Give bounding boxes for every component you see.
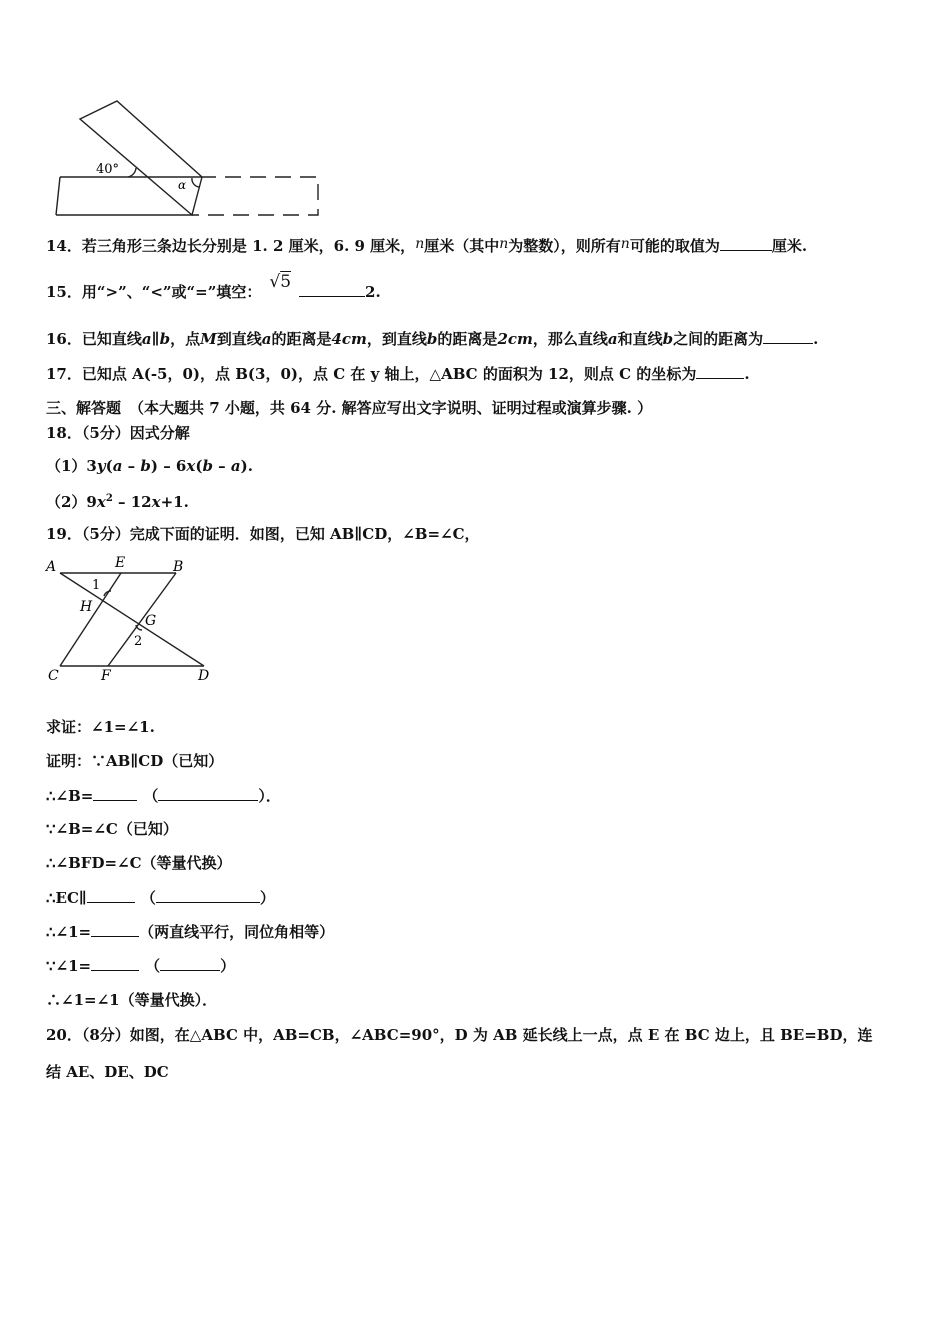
proof-step-3: ∴∠BFD=∠C（等量代换）	[46, 854, 232, 872]
q16-point-m: M	[200, 330, 217, 348]
s6-blank-angle[interactable]	[91, 956, 139, 971]
q14-n-2: n	[499, 236, 509, 252]
s6-close-paren: ）	[220, 957, 236, 975]
question-20-line-1: 20．（8分）如图，在△ABC 中，AB=CB，∠ABC=90°，D 为 AB 延长线上一点，点 E 在 BC 边上，且 BE=BD，连	[46, 1026, 873, 1044]
section-3-heading	[46, 398, 652, 418]
q18-p1-b2: b	[202, 457, 213, 475]
q14-mid2: 为整数），则所有	[508, 237, 621, 255]
question-18-title: 18．（5分）因式分解	[46, 424, 190, 442]
question-17	[46, 364, 750, 384]
q18-p2-exponent: 2	[105, 493, 113, 504]
q18-p1-a1: a	[112, 457, 123, 475]
question-18-part-2	[46, 489, 189, 512]
s1-open-paren: （	[143, 787, 159, 805]
q17-end: .	[744, 365, 750, 383]
q16-text-9: 之间的距离为	[673, 330, 764, 348]
q14-prefix: 14．若三角形三条边长分别是 1. 2 厘米，6. 9 厘米，	[46, 237, 416, 255]
q16-var-b-2: b	[426, 330, 438, 348]
proof-step-1	[46, 786, 281, 806]
prove-statement: 求证：∠1=∠1.	[46, 718, 155, 736]
q18-p1-t1: (	[105, 457, 113, 475]
q16-var-b: b	[159, 330, 171, 348]
q16-text-6: 的距离是	[437, 330, 498, 348]
q17-text: 17．已知点 A(-5，0)，点 B(3，0)，点 C 在 y 轴上，△ABC 的面积为 12，则点 C 的坐标为	[46, 365, 697, 383]
question-20-line-2: 结 AE、DE、DC	[46, 1063, 169, 1081]
q16-text-1: 16．已知直线	[46, 330, 142, 348]
q18-p1-a2: a	[230, 457, 241, 475]
q16-var-a-3: a	[607, 330, 618, 348]
label-d: D	[198, 668, 210, 684]
s4-close-paren: ）	[259, 889, 275, 907]
angle-40-arc	[128, 168, 136, 177]
label-angle-2: 2	[134, 634, 143, 649]
q18-p2-x2: x	[151, 493, 161, 511]
q16-distance-2: 2cm	[497, 330, 533, 348]
q15-end: 2.	[365, 283, 381, 301]
q18-p1-label: （1）3	[46, 457, 97, 475]
q18-p2-t1: – 12	[112, 493, 152, 511]
section-3-title: 三、解答题	[46, 399, 122, 417]
s5-reason: （两直线平行，同位角相等）	[139, 923, 335, 941]
q18-p1-t2: –	[122, 457, 141, 475]
q16-parallel: ∥	[151, 330, 160, 348]
proof-step-5	[46, 922, 334, 942]
angle-strips-figure	[50, 95, 330, 225]
s5-blank-angle[interactable]	[91, 922, 139, 937]
q16-text-7: ，那么直线	[532, 330, 608, 348]
label-g: G	[145, 613, 157, 629]
parallel-lines-figure	[44, 553, 224, 688]
q16-text-8: 和直线	[617, 330, 663, 348]
s1-blank-angle[interactable]	[93, 786, 137, 801]
q16-text-3: 到直线	[216, 330, 262, 348]
proof-step-head: 证明：∵AB∥CD（已知）	[46, 752, 224, 770]
label-angle-1: 1	[92, 578, 101, 593]
q16-text-5: ，到直线	[366, 330, 427, 348]
angle-alpha-arc	[192, 178, 200, 187]
angle-alpha-label: α	[178, 178, 187, 192]
q16-end: .	[813, 330, 819, 348]
s6-text: ∵∠1=	[46, 957, 92, 975]
label-h: H	[80, 599, 93, 615]
question-16	[46, 329, 818, 349]
s4-text: ∴EC∥	[46, 889, 87, 907]
q16-var-b-3: b	[662, 330, 674, 348]
q18-p1-t4: (	[195, 457, 203, 475]
q18-p1-t6: ).	[240, 457, 253, 475]
label-f: F	[101, 668, 111, 684]
q14-answer-blank[interactable]	[720, 236, 772, 251]
label-c: C	[48, 668, 59, 684]
sqrt-symbol: √	[269, 272, 281, 292]
q18-p1-b1: b	[140, 457, 151, 475]
q18-p1-t3: ) – 6	[150, 457, 187, 475]
q14-mid1: 厘米（其中	[424, 237, 500, 255]
tilted-strip	[80, 101, 202, 215]
q15-answer-blank[interactable]	[299, 282, 365, 297]
q14-end: 厘米.	[771, 237, 808, 255]
s4-blank-reason[interactable]	[156, 888, 260, 903]
s1-blank-reason[interactable]	[158, 786, 258, 801]
s6-open-paren: （	[145, 957, 161, 975]
sqrt-radicand: 5	[280, 272, 292, 292]
label-e: E	[115, 555, 126, 571]
q15-prefix: 15．用“>”、“<”或“=”填空：	[46, 283, 262, 301]
section-3-desc: （本大题共 7 小题，共 64 分. 解答应写出文字说明、证明过程或演算步骤. ）	[129, 399, 653, 417]
s4-blank-line[interactable]	[87, 888, 135, 903]
q16-text-4: 的距离是	[271, 330, 332, 348]
proof-step-6	[46, 956, 235, 976]
q18-p2-x1: x	[96, 493, 106, 511]
q18-p2-t2: +1.	[160, 493, 189, 511]
q18-p2-label: （2）9	[46, 493, 97, 511]
q16-var-a-2: a	[261, 330, 272, 348]
label-a: A	[46, 559, 57, 575]
s5-text: ∴∠1=	[46, 923, 92, 941]
segment-ad	[60, 573, 204, 666]
q16-distance-1: 4cm	[331, 330, 367, 348]
label-b: B	[173, 559, 184, 575]
proof-step-2: ∵∠B=∠C（已知）	[46, 820, 178, 838]
sqrt-five	[269, 272, 291, 292]
q18-p1-t5: –	[212, 457, 231, 475]
q16-text-2: ，点	[170, 330, 201, 348]
q14-suffix: 可能的取值为	[629, 237, 720, 255]
segment-bf	[108, 573, 176, 666]
q17-answer-blank[interactable]	[696, 364, 744, 379]
s1-text: ∴∠B=	[46, 787, 94, 805]
proof-step-4	[46, 888, 275, 908]
s4-open-paren: （	[140, 889, 156, 907]
question-18-part-1	[46, 456, 253, 476]
q14-n-1: n	[415, 236, 425, 252]
q16-answer-blank[interactable]	[763, 329, 813, 344]
q18-p1-y: y	[96, 457, 106, 475]
question-15	[46, 272, 381, 302]
q14-n-3: n	[620, 236, 630, 252]
q18-p1-x: x	[186, 457, 196, 475]
q16-var-a: a	[141, 330, 152, 348]
angle-40-label: 40°	[96, 162, 120, 177]
question-19-title: 19．（5分）完成下面的证明．如图，已知 AB∥CD，∠B=∠C，	[46, 525, 480, 543]
proof-step-7: ∴∠1=∠1（等量代换）．	[46, 991, 218, 1009]
segment-ec	[60, 573, 121, 666]
question-14	[46, 236, 807, 257]
s6-blank-reason[interactable]	[160, 956, 220, 971]
s1-close-paren: ）．	[258, 787, 281, 805]
dashed-strip	[192, 177, 318, 215]
